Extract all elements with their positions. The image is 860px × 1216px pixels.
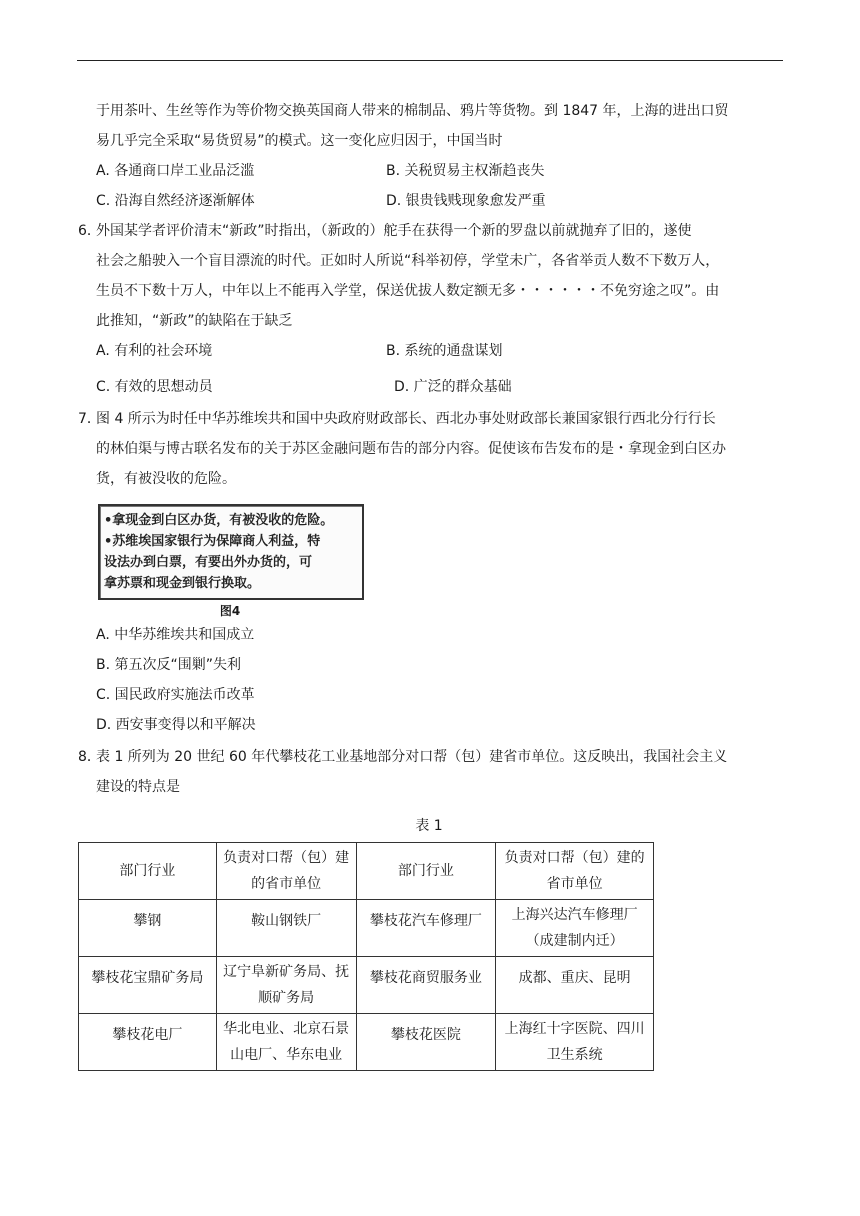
- figure-4-caption: 图4: [219, 604, 241, 618]
- header-rule: [77, 60, 783, 61]
- q6-option-d[interactable]: D. 广泛的群众基础: [394, 379, 512, 395]
- question-6: [78, 216, 780, 402]
- q6-text-1: 外国某学者评价清末“新政”时指出，（新政的）舵手在获得一个新的罗盘以前就抛弃了旧的，遂使: [96, 223, 692, 239]
- table-cell: 辽宁阜新矿务局、抚顺矿务局: [216, 957, 356, 1014]
- q5-option-c[interactable]: C. 沿海自然经济逐渐解体: [96, 193, 255, 209]
- table-cell: 华北电业、北京石景山电厂、华东电业: [216, 1014, 356, 1071]
- q6-option-b[interactable]: B. 系统的通盘谋划: [386, 343, 503, 359]
- table-header-cell: 负责对口帮（包）建的省市单位: [496, 843, 654, 900]
- figure-4-notice-image: [98, 504, 364, 600]
- q5-option-d[interactable]: D. 银贵钱贱现象愈发严重: [386, 193, 546, 209]
- figure-4-line-1: •拿现金到白区办货，有被没收的危险。: [104, 513, 334, 528]
- table-cell: 鞍山钢铁厂: [216, 900, 356, 957]
- q8-line-1: [78, 742, 780, 772]
- q5-option-a[interactable]: A. 各通商口岸工业品泛滥: [96, 163, 255, 179]
- question-8: [78, 742, 780, 1071]
- q8-number: 8．: [78, 749, 101, 765]
- table-header-row: [79, 843, 654, 900]
- table-header-cell: 部门行业: [356, 843, 496, 900]
- q5-line-1: 于用茶叶、生丝等作为等价物交换英国商人带来的棉制品、鸦片等货物。到 1847 年，上海的进出口贸: [96, 103, 729, 119]
- table-cell: 攀枝花医院: [356, 1014, 496, 1071]
- q7-option-b[interactable]: B. 第五次反“围剿”失利: [96, 657, 242, 673]
- table-header-cell: 负责对口帮（包）建的省市单位: [216, 843, 356, 900]
- q6-option-a[interactable]: A. 有利的社会环境: [96, 343, 213, 359]
- table-row: [79, 1014, 654, 1071]
- q6-options-row-2: [78, 372, 780, 402]
- q7-option-d[interactable]: D. 西安事变得以和平解决: [96, 717, 256, 733]
- table-row: [79, 957, 654, 1014]
- table-cell: 攀枝花商贸服务业: [356, 957, 496, 1014]
- q8-text-1: 表 1 所列为 20 世纪 60 年代攀枝花工业基地部分对口帮（包）建省市单位。这反映出，我国社会主义: [96, 749, 728, 765]
- q6-option-c[interactable]: C. 有效的思想动员: [96, 379, 213, 395]
- figure-4-line-3: 设法办到白票，有要出外办货的，可: [104, 555, 313, 570]
- q8-line-2: 建设的特点是: [96, 779, 180, 795]
- table-1: [78, 842, 654, 1071]
- table-cell: 攀枝花汽车修理厂: [356, 900, 496, 957]
- question-5: [78, 96, 780, 216]
- table-cell: 上海红十字医院、四川卫生系统: [496, 1014, 654, 1071]
- figure-4-line-4: 拿苏票和现金到银行换取。: [104, 576, 261, 591]
- q7-number: 7．: [78, 411, 101, 427]
- table-header-cell: 部门行业: [79, 843, 217, 900]
- q7-text-1: 图 4 所示为时任中华苏维埃共和国中央政府财政部长、西北办事处财政部长兼国家银行西北分行行长: [96, 411, 716, 427]
- table-cell: 攀枝花电厂: [79, 1014, 217, 1071]
- q6-line-4: 此推知，“新政”的缺陷在于缺乏: [96, 313, 293, 329]
- table-cell: 成都、重庆、昆明: [496, 957, 654, 1014]
- q5-line-2: 易几乎完全采取“易货贸易”的模式。这一变化应归因于，中国当时: [96, 133, 503, 149]
- table-row: [79, 900, 654, 957]
- table-cell: 上海兴达汽车修理厂（成建制内迁）: [496, 900, 654, 957]
- table-1-caption: 表 1: [415, 818, 443, 834]
- q5-options-row-1: [78, 156, 780, 186]
- figure-4-line-2: •苏维埃国家银行为保障商人利益，特: [104, 534, 321, 549]
- q6-line-3: 生员不下数十万人，中年以上不能再入学堂，保送优拔人数定额无多・・・・・・不免穷途之叹”。由: [96, 283, 720, 299]
- figure-4: [98, 504, 362, 620]
- question-7: [78, 404, 780, 740]
- q6-line-1: [78, 216, 780, 246]
- q7-option-a[interactable]: A. 中华苏维埃共和国成立: [96, 627, 255, 643]
- q7-line-1: [78, 404, 780, 434]
- q7-option-c[interactable]: C. 国民政府实施法币改革: [96, 687, 255, 703]
- q7-line-2: 的林伯渠与博古联名发布的关于苏区金融问题布告的部分内容。促使该布告发布的是・拿现金到白区办: [96, 441, 726, 457]
- table-cell: 攀钢: [79, 900, 217, 957]
- q7-line-3: 货，有被没收的危险。: [96, 471, 236, 487]
- q5-option-b[interactable]: B. 关税贸易主权渐趋丧失: [386, 163, 545, 179]
- q5-options-row-2: [78, 186, 780, 216]
- q6-options-row-1: [78, 336, 780, 366]
- q6-line-2: 社会之船驶入一个盲目漂流的时代。正如时人所说“科举初停，学堂未广，各省举贡人数不下数万人，: [96, 253, 720, 269]
- exam-page: [78, 96, 780, 1071]
- table-cell: 攀枝花宝鼎矿务局: [79, 957, 217, 1014]
- q6-number: 6．: [78, 223, 101, 239]
